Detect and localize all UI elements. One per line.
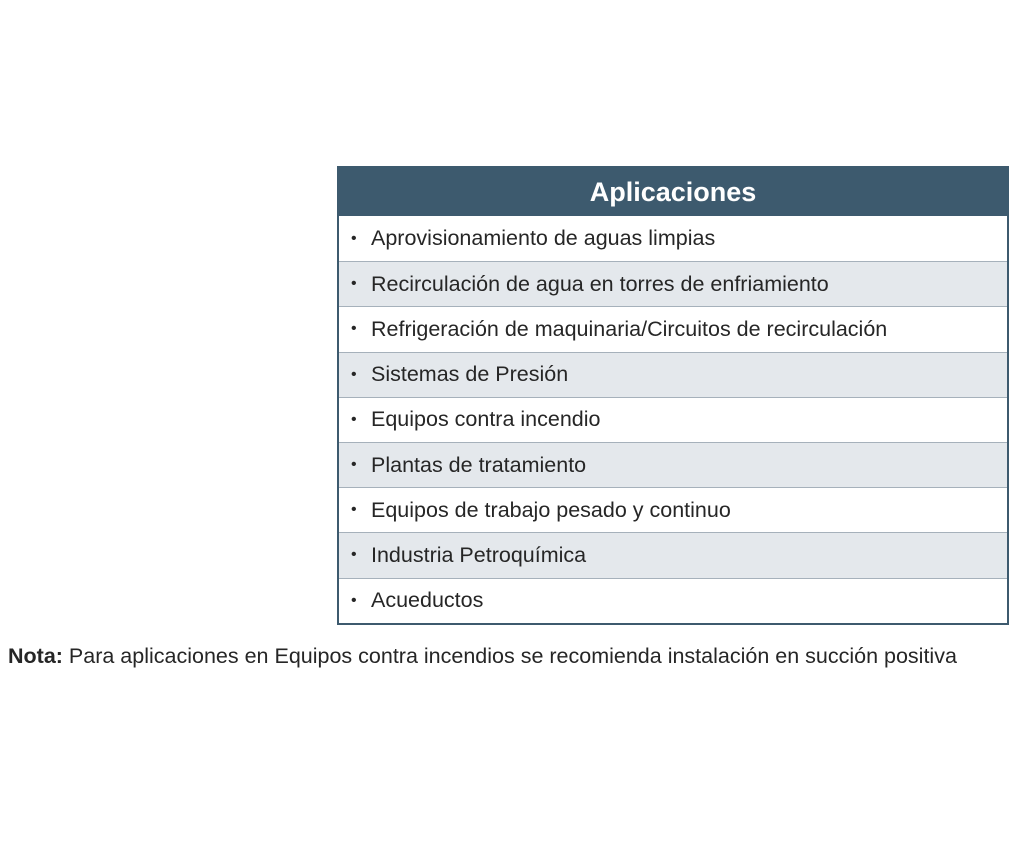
table-row (339, 216, 1007, 261)
bullet-icon: • (351, 365, 357, 383)
table-row (339, 306, 1007, 351)
bullet-icon: • (351, 456, 357, 474)
table-header: Aplicaciones (339, 168, 1007, 216)
table-row (339, 532, 1007, 577)
note-text: Para aplicaciones en Equipos contra incendios se recomienda instalación en succión positiva (62, 644, 957, 668)
table-row (339, 578, 1007, 623)
bullet-icon: • (351, 501, 357, 519)
row-label: Sistemas de Presión (371, 362, 569, 387)
table-row (339, 261, 1007, 306)
bullet-icon: • (351, 410, 357, 428)
table-row (339, 487, 1007, 532)
bullet-icon: • (351, 320, 357, 338)
bullet-icon: • (351, 275, 357, 293)
table-row (339, 442, 1007, 487)
table-row (339, 352, 1007, 397)
row-label: Industria Petroquímica (371, 542, 587, 567)
note-paragraph (8, 643, 968, 670)
row-label: Recirculación de agua en torres de enfriamiento (371, 271, 829, 296)
bullet-icon: • (351, 546, 357, 564)
bullet-icon: • (351, 229, 357, 247)
row-label: Plantas de tratamiento (371, 452, 587, 477)
row-label: Acueductos (371, 588, 484, 613)
table-row (339, 397, 1007, 442)
row-label: Equipos contra incendio (371, 407, 601, 432)
note-label: Nota: (8, 644, 63, 668)
table-body (339, 216, 1007, 623)
row-label: Aprovisionamiento de aguas limpias (371, 226, 716, 251)
row-label: Refrigeración de maquinaria/Circuitos de recirculación (371, 316, 888, 341)
applications-table (337, 166, 1009, 625)
row-label: Equipos de trabajo pesado y continuo (371, 497, 731, 522)
bullet-icon: • (351, 591, 357, 609)
